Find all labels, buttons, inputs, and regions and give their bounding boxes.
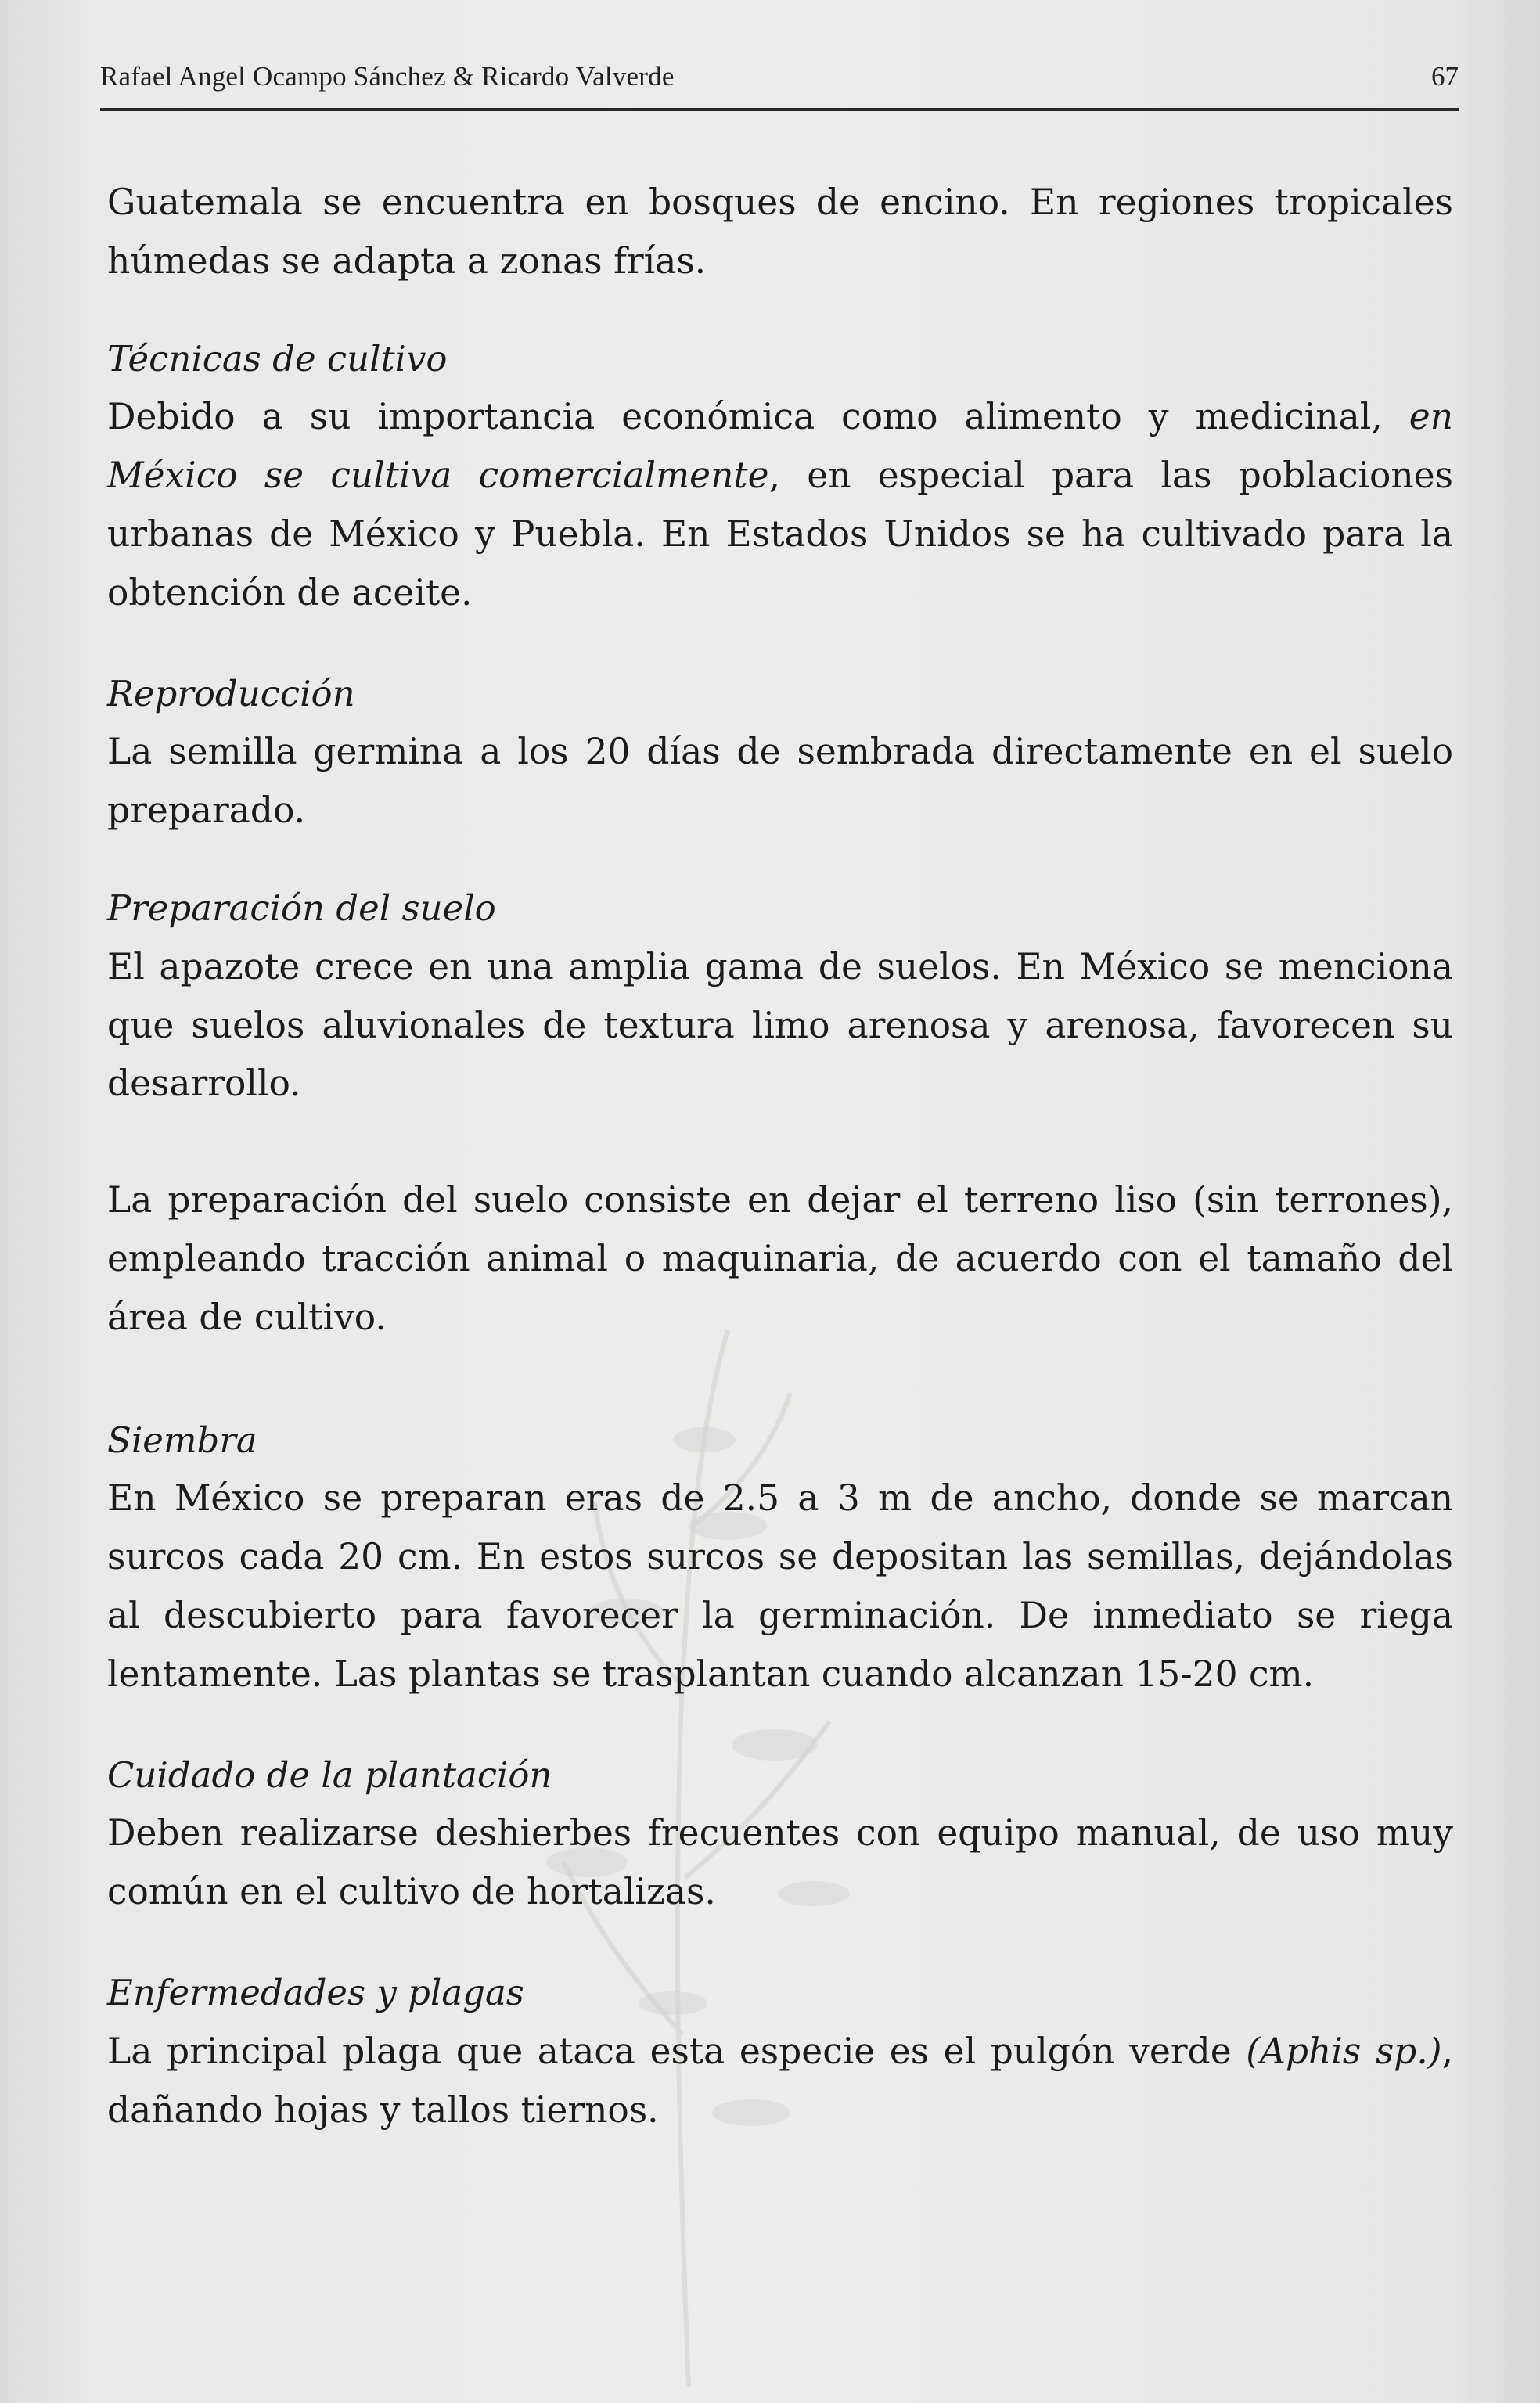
- paragraph-enfermedades: [107, 2023, 1453, 2140]
- paragraph-reproduccion: La semilla germina a los 20 días de sembrada directamente en el suelo preparado.: [107, 731, 1453, 832]
- page-number: 67: [1431, 61, 1459, 92]
- heading-preparacion-del-suelo: Preparación del suelo: [107, 887, 496, 929]
- heading-reproduccion: Reproducción: [107, 672, 355, 714]
- heading-siembra: Siembra: [107, 1419, 257, 1461]
- paragraph-tecnicas-italic: en México se cultiva comercialmente: [107, 396, 1453, 497]
- paragraph-tecnicas-part-b: , en especial para las poblaciones urbanas de México y Puebla. En Estados Unidos se ha cultivado para la obtención de aceite.: [107, 455, 1453, 613]
- heading-enfermedades-y-plagas: Enfermedades y plagas: [107, 1971, 524, 2013]
- paragraph-cuidado: Deben realizarse deshierbes frecuentes con equipo manual, de uso muy común en el cultivo de hortalizas.: [107, 1812, 1453, 1913]
- heading-tecnicas-de-cultivo: Técnicas de cultivo: [107, 337, 448, 380]
- paragraph-enfermedades-part-a: La principal plaga que ataca esta especie es el pulgón verde: [107, 2030, 1247, 2072]
- paragraph-enfermedades-part-b: , dañando hojas y tallos tiernos.: [107, 2030, 1453, 2131]
- paragraph-enfermedades-italic: (Aphis sp.): [1246, 2030, 1442, 2072]
- header-authors: Rafael Angel Ocampo Sánchez & Ricardo Valverde: [100, 61, 675, 92]
- body-text: [107, 174, 1453, 2139]
- paragraph-tecnicas: [107, 388, 1453, 622]
- paragraph-tecnicas-part-a: Debido a su importancia económica como alimento y medicinal,: [107, 396, 1409, 438]
- running-header: [100, 56, 1459, 111]
- paragraph-siembra: En México se preparan eras de 2.5 a 3 m de ancho, donde se marcan surcos cada 20 cm. En estos surcos se depositan las semillas, dejándolas al descubierto para favorecer la germinación. De inmediato se riega lentamente. Las plantas se trasplantan cuando alcanzan 15-20 cm.: [107, 1477, 1453, 1695]
- paragraph-preparacion-1: El apazote crece en una amplia gama de suelos. En México se menciona que suelos aluvionales de textura limo arenosa y arenosa, favorecen su desarrollo.: [107, 945, 1453, 1105]
- heading-cuidado-de-la-plantacion: Cuidado de la plantación: [107, 1754, 552, 1796]
- paragraph-preparacion-2: La preparación del suelo consiste en dejar el terreno liso (sin terrones), empleando tracción animal o maquinaria, de acuerdo con el tamaño del área de cultivo.: [107, 1179, 1453, 1338]
- intro-paragraph: Guatemala se encuentra en bosques de encino. En regiones tropicales húmedas se adapta a zonas frías.: [107, 182, 1453, 282]
